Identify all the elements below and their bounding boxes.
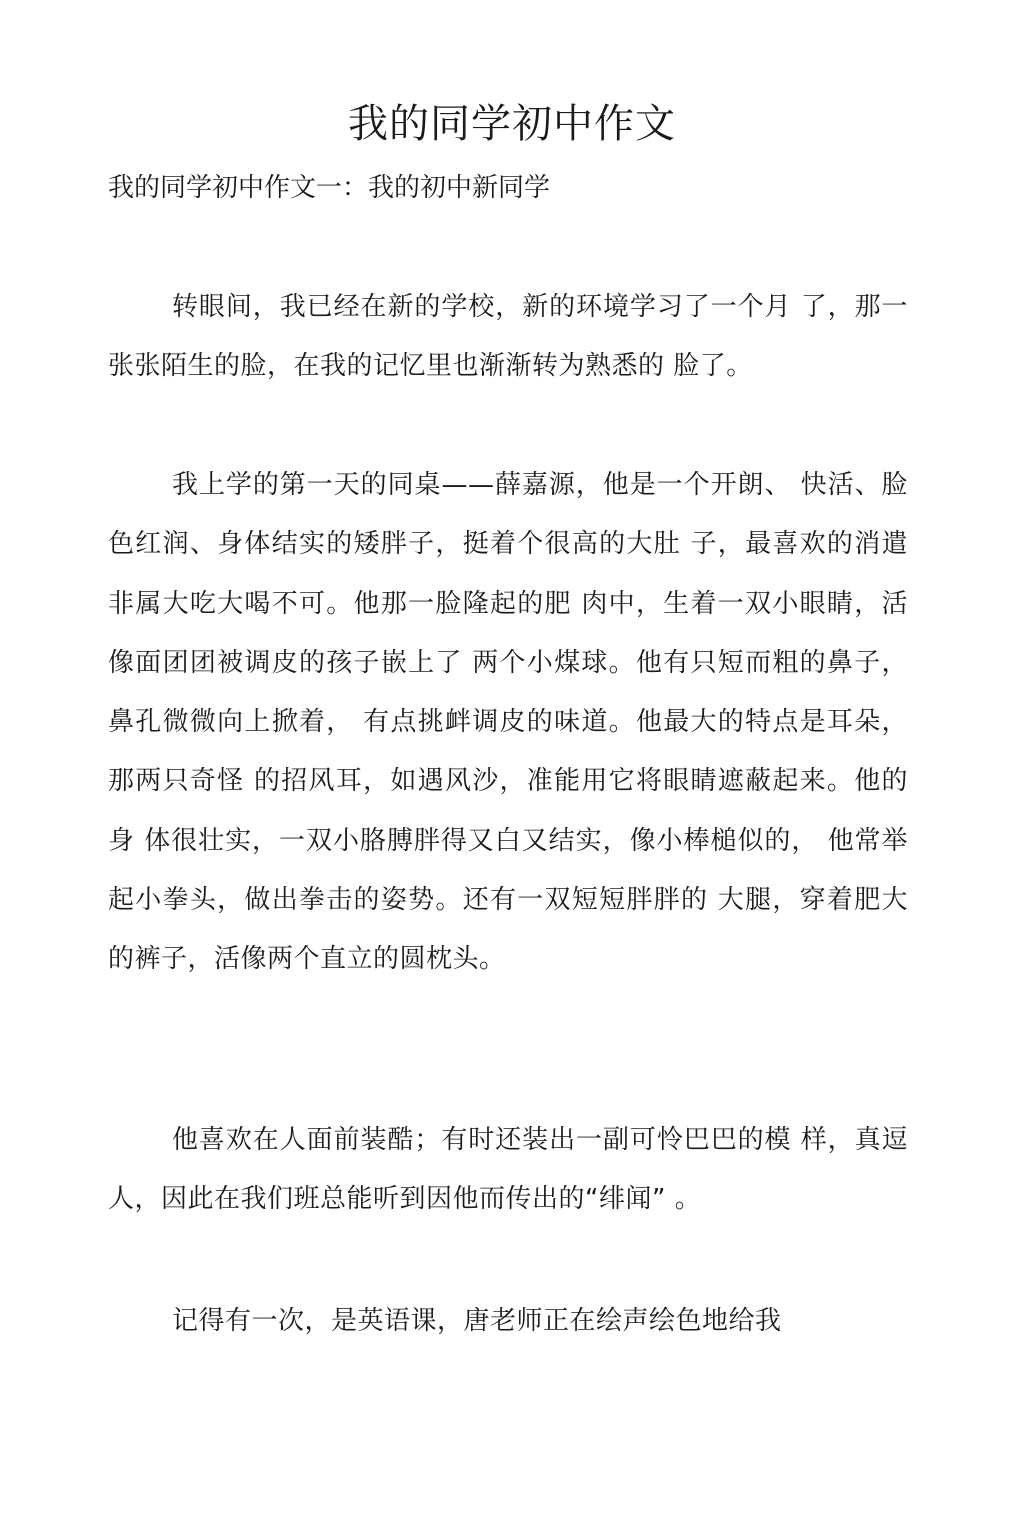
- paragraph-3: 他喜欢在人面前装酷；有时还装出一副可怜巴巴的模 样，真逗人，因此在我们班总能听到因他而传出的“绯闻” 。: [108, 1125, 908, 1215]
- paragraph-4: 记得有一次，是英语课，唐老师正在绘声绘色地给我: [172, 1306, 782, 1336]
- paragraph-2: 我上学的第一天的同桌——薛嘉源，他是一个开朗、 快活、脸色红润、身体结实的矮胖子，挺着个很高的大肚 子，最喜欢的消遣非属大吃大喝不可。他那一脸隆起的肥 肉中，生着一双小眼睛，活像面团团被调皮的孩子嵌上了 两个小煤球。他有只短而粗的鼻子，鼻孔微微向上掀着， 有点挑衅调皮的味道。他最大的特点是耳朵，那两只奇怪 的招风耳，如遇风沙，准能用它将眼睛遮蔽起来。他的身 体很壮实，一双小胳膊胖得又白又结实，像小棒槌似的， 他常举起小拳头，做出拳击的姿势。还有一双短短胖胖的 大腿，穿着肥大的裤子，活像两个直立的圆枕头。: [108, 470, 908, 975]
- document-title: 我的同学初中作文: [348, 101, 676, 147]
- paragraph-1: 转眼间，我已经在新的学校，新的环境学习了一个月 了，那一张张陌生的脸，在我的记忆里也渐渐转为熟悉的 脸了。: [108, 292, 908, 382]
- essay-subtitle: 我的同学初中作文一：我的初中新同学: [108, 173, 551, 203]
